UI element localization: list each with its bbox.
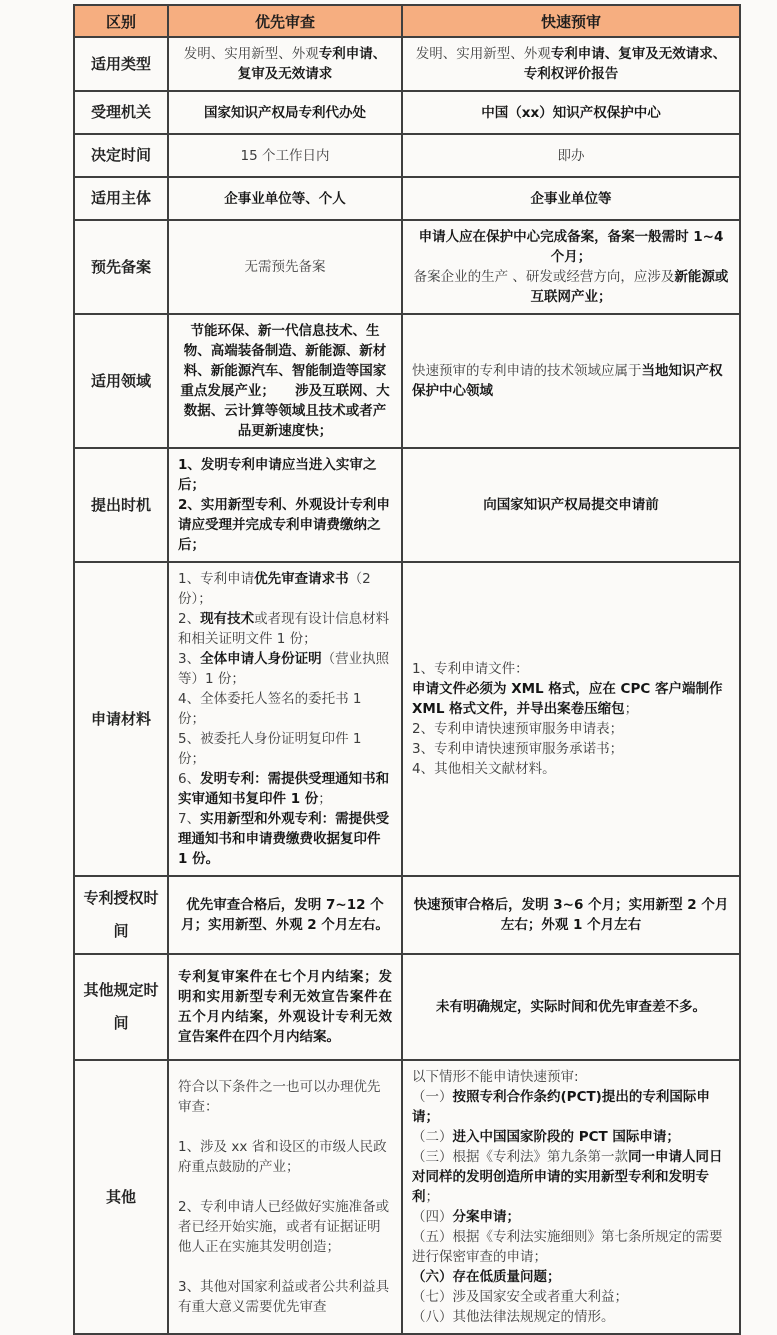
cell-paragraph: （五）根据《专利法实施细则》第七条所规定的需要进行保密审查的申请； <box>412 1229 723 1265</box>
cell-paragraph <box>178 1177 392 1197</box>
fast-preexamination-cell <box>402 448 740 562</box>
fast-preexamination-cell <box>402 177 740 220</box>
cell-paragraph: 2、现有技术或者现有设计信息材料和相关证明文件 1 份； <box>178 611 390 647</box>
priority-examination-cell <box>168 448 402 562</box>
cell-paragraph: 国家知识产权局专利代办处 <box>204 104 366 121</box>
cell-paragraph: 符合以下条件之一也可以办理优先审查： <box>178 1079 381 1115</box>
cell-paragraph: 企事业单位等、个人 <box>224 190 346 207</box>
cell-paragraph: （二）进入中国国家阶段的 PCT 国际申请； <box>412 1129 680 1145</box>
row-label: 适用领域 <box>74 314 168 448</box>
comparison-table-container <box>73 4 741 1335</box>
table-row <box>74 177 740 220</box>
cell-paragraph: 中国（xx）知识产权保护中心 <box>481 104 661 121</box>
cell-paragraph: 4、全体委托人签名的委托书 1 份； <box>178 691 362 727</box>
fast-preexamination-cell <box>402 562 740 876</box>
cell-paragraph: 专利复审案件在七个月内结案；发明和实用新型专利无效宣告案件在五个月内结案，外观设计专利无效宣告案件在四个月内结案。 <box>178 969 392 1045</box>
cell-paragraph: 4、其他相关文献材料。 <box>412 761 556 777</box>
fast-preexamination-cell <box>402 220 740 314</box>
row-label: 适用类型 <box>74 37 168 91</box>
priority-examination-cell <box>168 220 402 314</box>
cell-paragraph: 2、专利申请快速预审服务申请表； <box>412 721 624 737</box>
cell-paragraph: 无需预先备案 <box>244 259 326 275</box>
fast-preexamination-cell <box>402 134 740 177</box>
cell-paragraph: （三）根据《专利法》第九条第一款同一申请人同日对同样的发明创造所申请的实用新型专利和发明专利； <box>412 1149 723 1205</box>
table-body <box>74 37 740 1334</box>
cell-paragraph: （四）分案申请； <box>412 1209 520 1225</box>
priority-examination-cell <box>168 876 402 954</box>
header-priority-examination: 优先审查 <box>168 5 402 37</box>
cell-paragraph: 企事业单位等 <box>530 190 612 207</box>
cell-paragraph: 节能环保、新一代信息技术、生物、高端装备制造、新能源、新材料、新能源汽车、智能制造等国家重点发展产业； 涉及互联网、大数据、云计算等领域且技术或者产品更新速度快； <box>180 323 390 439</box>
cell-paragraph: 1、发明专利申请应当进入实审之后； <box>178 457 377 493</box>
priority-examination-cell <box>168 37 402 91</box>
cell-paragraph: 2、实用新型专利、外观设计专利申请应受理并完成专利申请费缴纳之后； <box>178 497 390 553</box>
table-row <box>74 134 740 177</box>
cell-paragraph: 发明、实用新型、外观专利申请、复审及无效请求、专利权评价报告 <box>415 46 727 82</box>
cell-paragraph: 向国家知识产权局提交申请前 <box>483 497 659 513</box>
table-row <box>74 220 740 314</box>
cell-paragraph: 申请文件必须为 XML 格式，应在 CPC 客户端制作 XML 格式文件，并导出案卷压缩包； <box>412 681 723 717</box>
cell-paragraph: 7、实用新型和外观专利：需提供受理通知书和申请费缴费收据复印件 1 份。 <box>178 811 390 867</box>
cell-paragraph: 以下情形不能申请快速预审: <box>412 1069 579 1085</box>
cell-paragraph: 15 个工作日内 <box>240 147 330 164</box>
cell-paragraph: 3、全体申请人身份证明（营业执照等）1 份； <box>178 651 390 687</box>
fast-preexamination-cell <box>402 37 740 91</box>
cell-paragraph: 1、涉及 xx 省和设区的市级人民政府重点鼓励的产业； <box>178 1139 387 1175</box>
row-label: 其他 <box>74 1060 168 1334</box>
table-row <box>74 37 740 91</box>
cell-paragraph: 1、专利申请文件： <box>412 661 529 677</box>
fast-preexamination-cell <box>402 876 740 954</box>
cell-paragraph: 1、专利申请优先审查请求书（2 份）； <box>178 571 371 607</box>
table-row <box>74 314 740 448</box>
cell-paragraph: （一）按照专利合作条约(PCT)提出的专利国际申请； <box>412 1089 710 1125</box>
row-label: 决定时间 <box>74 134 168 177</box>
priority-examination-cell <box>168 314 402 448</box>
cell-paragraph: 即办 <box>557 147 585 164</box>
row-label: 其他规定时间 <box>74 954 168 1060</box>
header-fast-preexamination: 快速预审 <box>402 5 740 37</box>
cell-paragraph: 5、被委托人身份证明复印件 1 份； <box>178 731 362 767</box>
cell-paragraph <box>178 1257 392 1277</box>
cell-paragraph: 3、专利申请快速预审服务承诺书； <box>412 741 624 757</box>
cell-paragraph: 备案企业的生产 、研发或经营方向，应涉及新能源或互联网产业； <box>413 269 729 305</box>
cell-paragraph <box>178 1117 392 1137</box>
cell-paragraph: （七）涉及国家安全或者重大利益； <box>412 1289 628 1305</box>
cell-paragraph: （六）存在低质量问题； <box>412 1269 561 1285</box>
cell-paragraph: 发明、实用新型、外观专利申请、复审及无效请求 <box>183 46 387 82</box>
fast-preexamination-cell <box>402 1060 740 1334</box>
cell-paragraph: 6、发明专利：需提供受理通知书和实审通知书复印件 1 份； <box>178 771 390 807</box>
row-label: 专利授权时间 <box>74 876 168 954</box>
priority-examination-cell <box>168 562 402 876</box>
table-row <box>74 876 740 954</box>
cell-paragraph: 快速预审合格后，发明 3~6 个月；实用新型 2 个月左右；外观 1 个月左右 <box>413 897 729 933</box>
cell-paragraph: 快速预审的专利申请的技术领域应属于当地知识产权保护中心领域 <box>412 363 723 399</box>
table-row <box>74 562 740 876</box>
priority-examination-cell <box>168 134 402 177</box>
row-label: 适用主体 <box>74 177 168 220</box>
priority-examination-cell <box>168 954 402 1060</box>
table-row <box>74 954 740 1060</box>
header-distinction: 区别 <box>74 5 168 37</box>
cell-paragraph: 申请人应在保护中心完成备案，备案一般需时 1~4 个月； <box>418 229 724 265</box>
row-label: 受理机关 <box>74 91 168 134</box>
patent-comparison-table <box>73 4 741 1335</box>
table-row <box>74 91 740 134</box>
row-label: 提出时机 <box>74 448 168 562</box>
cell-paragraph: 3、其他对国家利益或者公共利益具有重大意义需要优先审查 <box>178 1279 390 1315</box>
cell-paragraph: （八）其他法律法规规定的情形。 <box>412 1309 615 1325</box>
cell-paragraph: 未有明确规定，实际时间和优先审查差不多。 <box>436 999 706 1015</box>
table-row <box>74 1060 740 1334</box>
priority-examination-cell <box>168 177 402 220</box>
fast-preexamination-cell <box>402 314 740 448</box>
row-label: 申请材料 <box>74 562 168 876</box>
table-row <box>74 448 740 562</box>
fast-preexamination-cell <box>402 954 740 1060</box>
cell-paragraph: 优先审查合格后，发明 7~12 个月；实用新型、外观 2 个月左右。 <box>181 897 389 933</box>
fast-preexamination-cell <box>402 91 740 134</box>
cell-paragraph: 2、专利申请人已经做好实施准备或者已经开始实施，或者有证据证明他人正在实施其发明创造； <box>178 1199 390 1255</box>
header-row <box>74 5 740 37</box>
priority-examination-cell <box>168 91 402 134</box>
priority-examination-cell <box>168 1060 402 1334</box>
row-label: 预先备案 <box>74 220 168 314</box>
